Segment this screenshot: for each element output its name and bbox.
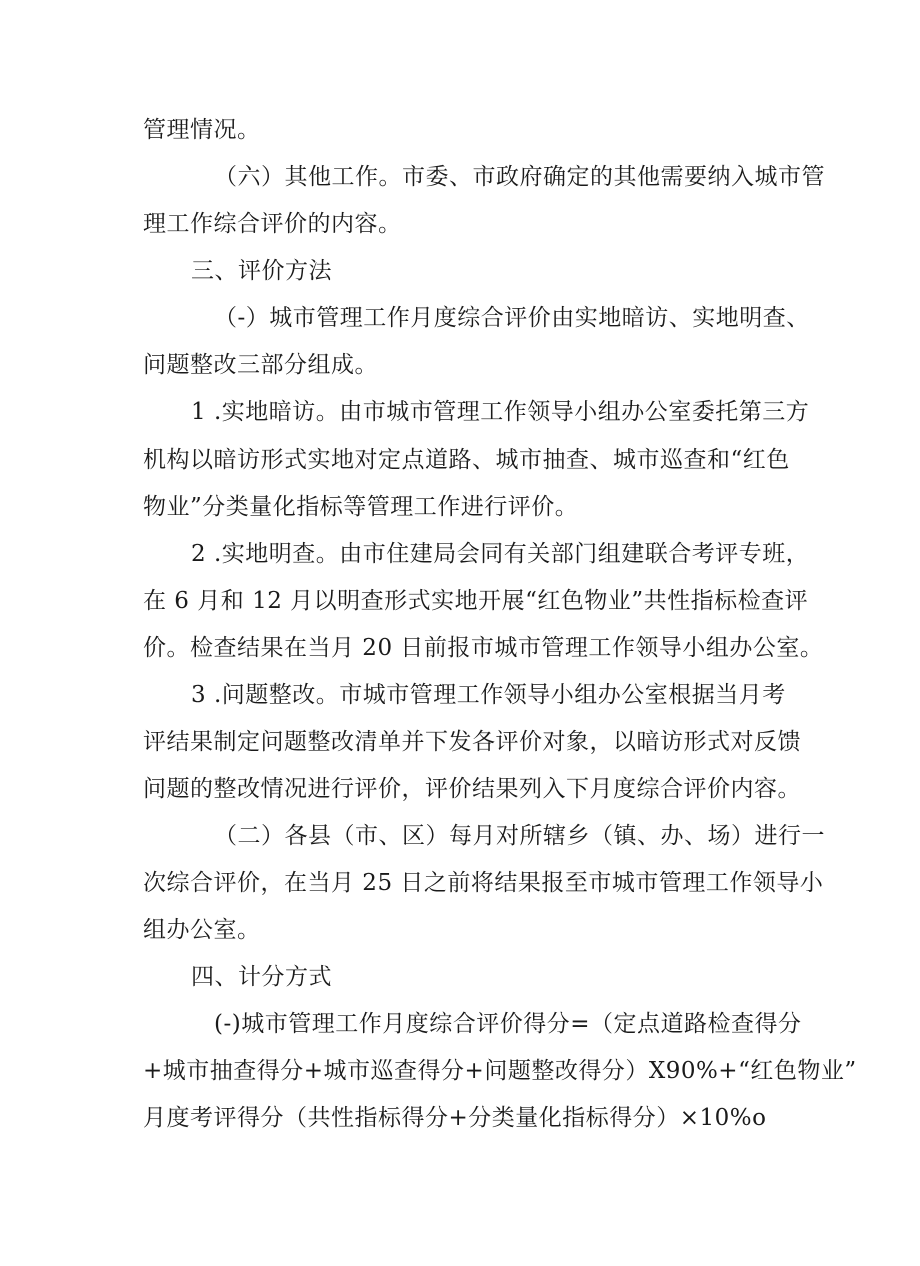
text-line-3: 理工作综合评价的内容。 (143, 211, 402, 237)
text-line-20: (-)城市管理工作月度综合评价得分=（定点道路检查得分 (214, 1011, 802, 1037)
text-line-14: 评结果制定问题整改清单并下发各评价对象，以暗访形式对反馈 (143, 729, 801, 755)
text-line-18: 组办公室。 (143, 917, 261, 943)
text-line-1: 管理情况。 (143, 117, 261, 143)
text-line-9: 物业”分类量化指标等管理工作进行评价。 (143, 494, 579, 520)
text-line-8: 机构以暗访形式实地对定点道路、城市抽查、城市巡查和“红色 (143, 447, 790, 473)
text-line-7: 1 .实地暗访。由市城市管理工作领导小组办公室委托第三方 (191, 399, 810, 425)
text-line-15: 问题的整改情况进行评价，评价结果列入下月度综合评价内容。 (143, 776, 801, 802)
section-heading-3: 三、评价方法 (191, 258, 332, 284)
text-line-6: 问题整改三部分组成。 (143, 352, 378, 378)
text-line-17: 次综合评价，在当月 25 日之前将结果报至市城市管理工作领导小 (143, 870, 824, 896)
text-line-21: +城市抽查得分+城市巡查得分+问题整改得分）X90%+“红色物业” (143, 1058, 857, 1084)
text-line-16: （二）各县（市、区）每月对所辖乡（镇、办、场）进行一 (214, 823, 825, 849)
text-line-10: 2 .实地明查。由市住建局会同有关部门组建联合考评专班， (191, 541, 810, 567)
text-line-22: 月度考评得分（共性指标得分+分类量化指标得分）×10%o (143, 1105, 767, 1131)
text-line-12: 价。检查结果在当月 20 日前报市城市管理工作领导小组办公室。 (143, 635, 824, 661)
text-line-13: 3 .问题整改。市城市管理工作领导小组办公室根据当月考 (191, 682, 786, 708)
text-line-5: （-）城市管理工作月度综合评价由实地暗访、实地明查、 (214, 305, 810, 331)
section-heading-4: 四、计分方式 (191, 964, 332, 990)
text-line-2: （六）其他工作。市委、市政府确定的其他需要纳入城市管 (214, 164, 825, 190)
text-line-11: 在 6 月和 12 月以明查形式实地开展“红色物业”共性指标检查评 (143, 588, 809, 614)
